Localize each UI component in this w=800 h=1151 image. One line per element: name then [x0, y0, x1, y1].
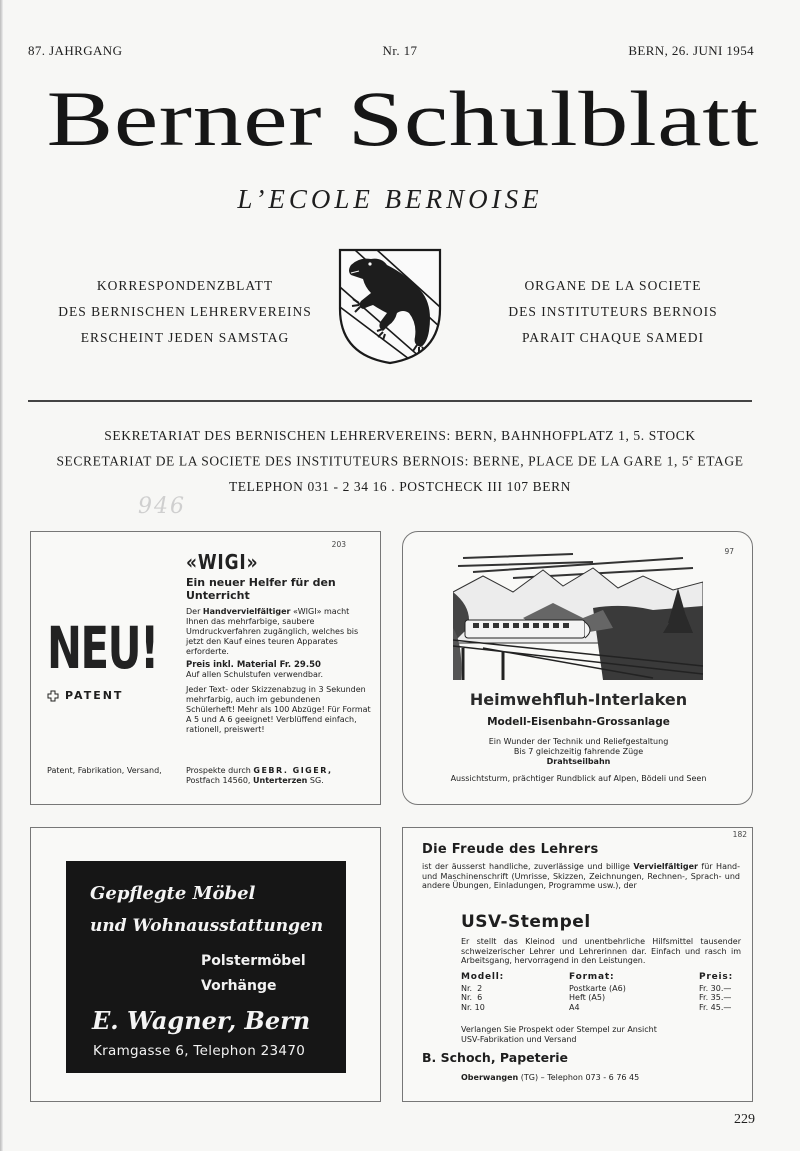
- telephone-postcheck: TELEPHON 031 - 2 34 16 . POSTCHECK III 107 BERN: [228, 479, 572, 494]
- right-line: DES INSTITUTEURS BERNOIS: [508, 304, 718, 319]
- heimwehfluh-footer: Aussichtsturm, prächtiger Rundblick auf Alpen, Bödeli und Seen: [450, 774, 707, 783]
- detail-line: Ein Wunder der Technik und Reliefgestaltung: [488, 737, 669, 746]
- text: für Hand- und Maschinenschrift (Umrisse, Skizzen, Zeichnungen, Rechnen-, Sprach- und andere Übungen, Einladungen, Programme usw.), der: [422, 862, 741, 890]
- ad-number: 203: [331, 540, 346, 549]
- left-line: ERSCHEINT JEDEN SAMSTAG: [80, 330, 290, 345]
- heimwehfluh-details: [403, 737, 754, 767]
- wigi-body: [186, 544, 371, 735]
- text: ist der äusserst handliche, zuverlässige und billige: [422, 862, 634, 871]
- bern-bear-coat-of-arms-icon: [337, 247, 443, 365]
- secretariat-fr: [0, 453, 800, 470]
- left-column-info: [30, 273, 340, 351]
- ad-heimwehfluh: [402, 531, 753, 805]
- wigi-description: [186, 607, 371, 657]
- wagner-item: Vorhänge: [201, 978, 277, 994]
- masthead-title: Berner Schulblatt: [46, 75, 759, 162]
- secretariat-de: SEKRETARIAT DES BERNISCHEN LEHRERVEREINS: BERN, BAHNHOFPLATZ 1, 5. STOCK: [104, 428, 696, 443]
- column-header: Format:: [569, 972, 615, 982]
- wigi-subtitle: Ein neuer Helfer für den Unterricht: [186, 576, 336, 602]
- footer-address: [47, 776, 377, 786]
- wigi-price: [186, 660, 371, 680]
- page-number: 229: [734, 1112, 755, 1127]
- table-row: [461, 984, 743, 994]
- cell: Nr. 2: [461, 983, 483, 993]
- footer-left: Patent, Fabrikation, Versand,: [47, 766, 162, 775]
- cell: Postkarte (A6): [569, 983, 626, 993]
- text: Der: [186, 607, 203, 616]
- usv-product-name: USV-Stempel: [461, 912, 591, 932]
- wigi-features: Jeder Text- oder Skizzenabzug in 3 Sekunden mehrfarbig, auch im gebundenen Schülerheft! Mehr als 100 Abzüge! Für Format A 5 und A 6 geeignet! Verblüffend einfach, rationell, preiswert!: [186, 685, 371, 734]
- table-header-row: [461, 973, 743, 984]
- usv-price-table: [461, 973, 743, 1012]
- superscript: e: [689, 453, 694, 462]
- price-note: Auf allen Schulstufen verwendbar.: [186, 670, 323, 679]
- issue-number: Nr. 17: [382, 43, 418, 58]
- secretariat-fr-etage: ETAGE: [693, 453, 744, 469]
- cell: Heft (A5): [569, 993, 606, 1002]
- table-row: [461, 1003, 743, 1013]
- usv-company-name: B. Schoch, Papeterie: [422, 1050, 569, 1065]
- masthead-subtitle: L’ECOLE BERNOISE: [237, 184, 543, 214]
- wagner-slogan-2: und Wohnausstattungen: [90, 916, 324, 936]
- wagner-black-panel: [66, 861, 346, 1073]
- alpine-train-illustration: [453, 548, 703, 680]
- heimwehfluh-subtitle: Modell-Eisenbahn-Grossanlage: [487, 716, 670, 728]
- usv-description: Er stellt das Kleinod und unentbehrliche Hilfsmittel tausender schweizerischer Lehrer und Lehrerinnen dar. Einfach und rasch im Arbeitsgang, hervorragend in den Leistungen.: [461, 937, 741, 965]
- volume-label: 87. JAHRGANG: [28, 43, 123, 58]
- text-bold: Handvervielfältiger: [202, 607, 291, 616]
- secretariat-fr-text: SECRETARIAT DE LA SOCIETE DES INSTITUTEURS BERNOIS: BERNE, PLACE DE LA GARE 1, 5: [56, 453, 690, 469]
- detail-line-bold: Drahtseilbahn: [546, 757, 611, 766]
- column-header: Modell:: [461, 972, 505, 982]
- column-header: Preis:: [699, 972, 733, 982]
- neu-headline: NEU!: [47, 614, 158, 682]
- wagner-address: Kramgasse 6, Telephon 23470: [93, 1043, 306, 1059]
- order-line: Verlangen Sie Prospekt oder Stempel zur Ansicht: [461, 1025, 657, 1034]
- cell: A4: [569, 1002, 580, 1012]
- text: «WIGI» macht Ihnen das mehrfarbige, saubere Umdruckverfahren zugänglich, welches bis jetzt den Kauf eines teuren Apparates erforderte.: [186, 607, 359, 656]
- ad-number: 97: [724, 547, 734, 556]
- ad-usv-stempel: [402, 827, 753, 1102]
- text-bold: Unterterzen: [253, 776, 308, 785]
- cell: Nr. 6: [461, 993, 483, 1002]
- text-bold: Oberwangen: [461, 1073, 519, 1082]
- usv-intro: [422, 862, 740, 891]
- wagner-company-name: E. Wagner, Bern: [92, 1006, 311, 1035]
- heimwehfluh-title: Heimwehfluh-Interlaken: [469, 690, 688, 709]
- right-line: PARAIT CHAQUE SAMEDI: [521, 330, 705, 345]
- company-name: GEBR. GIGER,: [253, 766, 333, 775]
- usv-order-info: [461, 1025, 657, 1045]
- text: SG.: [307, 776, 324, 785]
- cell: Fr. 35.—: [699, 993, 732, 1002]
- left-line: KORRESPONDENZBLATT: [96, 278, 274, 293]
- left-line: DES BERNISCHEN LEHRERVEREINS: [58, 304, 312, 319]
- header-divider: [28, 400, 752, 402]
- wigi-title: «WIGI»: [186, 550, 259, 574]
- text-bold: Vervielfältiger: [633, 862, 698, 871]
- wagner-slogan-1: Gepflegte Möbel: [90, 883, 256, 904]
- text: Prospekte durch: [186, 766, 254, 775]
- table-row: [461, 993, 743, 1003]
- handwritten-note: 946: [138, 494, 186, 519]
- patent-label: [47, 689, 123, 702]
- patent-text: PATENT: [65, 689, 124, 702]
- cell: Fr. 30.—: [699, 983, 732, 993]
- cell: Nr. 10: [461, 1002, 485, 1012]
- issue-date: BERN, 26. JUNI 1954: [628, 43, 754, 58]
- footer-right: [186, 766, 333, 776]
- text: Postfach 14560,: [186, 776, 254, 785]
- cell: Fr. 45.—: [699, 1002, 732, 1012]
- swiss-cross-icon: [47, 690, 59, 702]
- order-line: USV-Fabrikation und Versand: [461, 1035, 577, 1044]
- ad-wagner: [30, 827, 381, 1102]
- text: (TG) – Telephon 073 - 6 76 45: [518, 1073, 640, 1082]
- right-column-info: [458, 273, 768, 351]
- usv-headline: Die Freude des Lehrers: [422, 842, 599, 857]
- usv-address: [461, 1073, 639, 1082]
- ad-number: 182: [732, 830, 747, 839]
- wigi-footer: [47, 766, 377, 786]
- detail-line: Bis 7 gleichzeitig fahrende Züge: [513, 747, 644, 756]
- right-line: ORGANE DE LA SOCIETE: [524, 278, 702, 293]
- ad-wigi: [30, 531, 381, 805]
- scan-edge: [0, 0, 3, 1151]
- wagner-item: Polstermöbel: [201, 953, 306, 969]
- price-text: Preis inkl. Material Fr. 29.50: [186, 660, 321, 670]
